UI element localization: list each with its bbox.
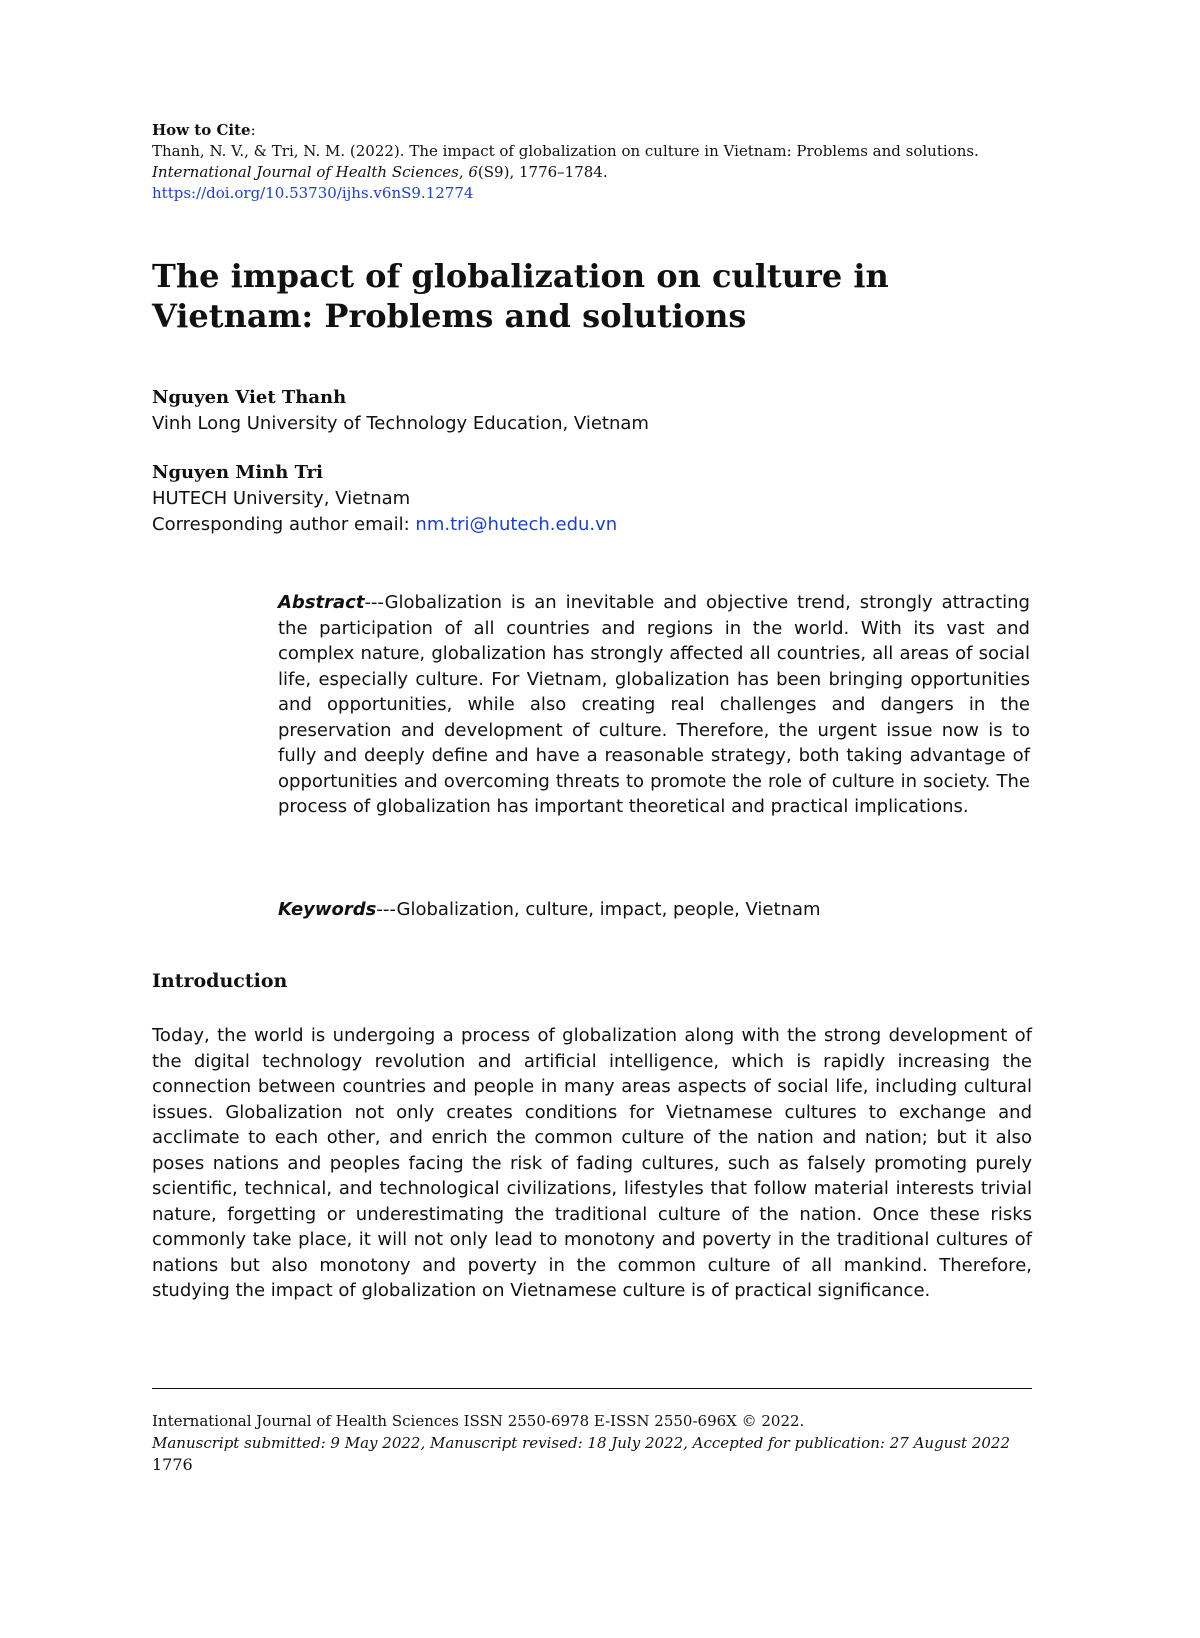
- keywords-label: Keywords: [278, 899, 377, 920]
- email-label: Corresponding author email:: [152, 514, 416, 535]
- keywords-dashes: ---: [376, 899, 397, 920]
- introduction-paragraph: Today, the world is undergoing a process of globalization along with the strong development of the digital technology revolution and artificial intelligence, which is rapidly increasing the connection between countries and people in many areas aspects of social life, including cultural issues. Globalization not only creates conditions for Vietnamese cultures to exchange and acclimate to each other, and enrich the common culture of the nation and nation; but it also poses nations and peoples facing the risk of fading cultures, such as falsely promoting purely scientific, technical, and technological civilizations, lifestyles that follow material interests trivial nature, forgetting or underestimating the traditional culture of the nation. Once these risks commonly take place, it will not only lead to monotony and poverty in the traditional cultures of nations but also monotony and poverty in the common culture of all mankind. Therefore, studying the impact of globalization on Vietnamese culture is of practical significance.: [152, 1025, 1032, 1301]
- author-name: Nguyen Viet Thanh: [152, 387, 347, 408]
- abstract-dashes: ---: [364, 592, 385, 613]
- author-affiliation: HUTECH University, Vietnam: [152, 488, 411, 509]
- author-name: Nguyen Minh Tri: [152, 462, 323, 483]
- abstract-text: Globalization is an inevitable and objective trend, strongly attracting the participation of all countries and regions in the world. With its vast and complex nature, globalization has strongly affected all countries, all areas of social life, especially culture. For Vietnam, globalization has been bringing opportunities and opportunities, while also creating real challenges and dangers in the preservation and development of culture. Therefore, the urgent issue now is to fully and deeply define and have a reasonable strategy, both taking advantage of opportunities and overcoming threats to promote the role of culture in society. The process of globalization has important theoretical and practical implications.: [278, 592, 1030, 817]
- footer-journal-line: International Journal of Health Sciences ISSN 2550-6978 E-ISSN 2550-696X © 2022.: [152, 1412, 805, 1430]
- page-number: 1776: [152, 1455, 193, 1474]
- citation-journal: International Journal of Health Sciences: [152, 163, 459, 181]
- corresponding-email-line: [152, 512, 1032, 538]
- citation-heading-colon: :: [250, 121, 256, 139]
- abstract-label: Abstract: [278, 592, 365, 613]
- citation-authors-title: Thanh, N. V., & Tri, N. M. (2022). The impact of globalization on culture in Vietnam: Problems and solutions.: [152, 142, 979, 160]
- introduction-heading: Introduction: [152, 970, 288, 992]
- keywords-paragraph: [278, 897, 1030, 923]
- keywords-text: Globalization, culture, impact, people, Vietnam: [396, 899, 821, 920]
- page-footer: [152, 1410, 1052, 1476]
- corresponding-email-link[interactable]: nm.tri@hutech.edu.vn: [415, 514, 618, 535]
- citation-volume: 6: [468, 163, 478, 181]
- citation-sep: ,: [458, 163, 469, 181]
- author-block-2: [152, 460, 1032, 538]
- author-affiliation: Vinh Long University of Technology Education, Vietnam: [152, 413, 649, 434]
- citation-block: [152, 120, 1032, 204]
- paper-title: The impact of globalization on culture in Vietnam: Problems and solutions: [152, 257, 889, 335]
- citation-heading: How to Cite: [152, 121, 251, 139]
- footer-dates-line: Manuscript submitted: 9 May 2022, Manuscript revised: 18 July 2022, Accepted for publication: 27 August 2022: [152, 1434, 1011, 1452]
- abstract-paragraph: [278, 590, 1030, 820]
- footer-divider: [152, 1388, 1032, 1389]
- author-block-1: [152, 385, 1032, 437]
- citation-issue-pages: (S9), 1776–1784.: [477, 163, 608, 181]
- citation-doi-link[interactable]: https://doi.org/10.53730/ijhs.v6nS9.12774: [152, 184, 474, 202]
- citation-text: [152, 141, 1032, 183]
